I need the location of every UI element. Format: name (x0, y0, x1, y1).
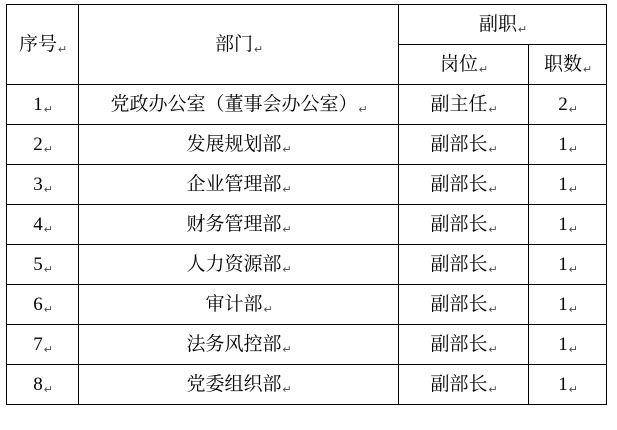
paragraph-mark-icon: ↵ (43, 264, 53, 276)
paragraph-mark-icon: ↵ (282, 184, 292, 196)
cell-post (399, 285, 529, 325)
cell-dept-text: 审计部 (205, 294, 263, 315)
cell-count-text: 1 (558, 214, 568, 235)
cell-seq (7, 125, 79, 165)
cell-post (399, 85, 529, 125)
cell-count-text: 1 (558, 294, 568, 315)
cell-post-text: 副主任 (430, 94, 488, 115)
paragraph-mark-icon: ↵ (488, 104, 498, 116)
cell-count (529, 85, 607, 125)
paragraph-mark-icon: ↵ (43, 384, 53, 396)
table-row (7, 125, 607, 165)
paragraph-mark-icon: ↵ (282, 264, 292, 276)
cell-post-text: 副部长 (430, 334, 488, 355)
cell-seq (7, 325, 79, 365)
cell-dept (79, 165, 399, 205)
paragraph-mark-icon: ↵ (282, 384, 292, 396)
cell-count-text: 1 (558, 134, 568, 155)
cell-count (529, 365, 607, 405)
paragraph-mark-icon: ↵ (282, 224, 292, 236)
cell-seq-text: 6 (33, 294, 43, 315)
cell-seq-text: 2 (33, 134, 43, 155)
cell-count-text: 1 (558, 334, 568, 355)
cell-count (529, 245, 607, 285)
paragraph-mark-icon: ↵ (488, 264, 498, 276)
table-row (7, 205, 607, 245)
cell-seq (7, 245, 79, 285)
header-cell-group (399, 5, 607, 45)
paragraph-mark-icon: ↵ (568, 104, 578, 116)
paragraph-mark-icon: ↵ (43, 304, 53, 316)
paragraph-mark-icon: ↵ (358, 104, 368, 116)
paragraph-mark-icon: ↵ (568, 304, 578, 316)
cell-post (399, 325, 529, 365)
cell-dept-text: 财务管理部 (186, 214, 282, 235)
table-body (7, 85, 607, 405)
paragraph-mark-icon: ↵ (488, 384, 498, 396)
paragraph-mark-icon: ↵ (568, 264, 578, 276)
cell-count (529, 285, 607, 325)
header-group-text: 副职 (479, 14, 518, 35)
cell-seq-text: 7 (33, 334, 43, 355)
paragraph-mark-icon: ↵ (518, 24, 528, 36)
cell-seq-text: 3 (33, 174, 43, 195)
paragraph-mark-icon: ↵ (568, 344, 578, 356)
cell-post-text: 副部长 (430, 214, 488, 235)
cell-seq (7, 165, 79, 205)
cell-seq-text: 4 (33, 214, 43, 235)
cell-dept-text: 发展规划部 (186, 134, 282, 155)
paragraph-mark-icon: ↵ (479, 64, 489, 76)
header-cell-dept (79, 5, 399, 85)
paragraph-mark-icon: ↵ (488, 344, 498, 356)
table-row (7, 85, 607, 125)
cell-count-text: 1 (558, 174, 568, 195)
document-page (0, 4, 617, 430)
cell-post (399, 205, 529, 245)
cell-dept-text: 党委组织部 (186, 374, 282, 395)
cell-seq (7, 365, 79, 405)
cell-dept (79, 125, 399, 165)
cell-count-text: 1 (558, 254, 568, 275)
cell-seq (7, 205, 79, 245)
paragraph-mark-icon: ↵ (568, 384, 578, 396)
header-cell-count (529, 45, 607, 85)
paragraph-mark-icon: ↵ (254, 44, 264, 56)
cell-seq-text: 8 (33, 374, 43, 395)
paragraph-mark-icon: ↵ (568, 184, 578, 196)
org-structure-table (6, 4, 607, 405)
paragraph-mark-icon: ↵ (488, 304, 498, 316)
cell-seq-text: 1 (33, 94, 43, 115)
cell-dept (79, 365, 399, 405)
table-row (7, 165, 607, 205)
cell-dept (79, 325, 399, 365)
paragraph-mark-icon: ↵ (43, 344, 53, 356)
paragraph-mark-icon: ↵ (583, 64, 593, 76)
header-row-1 (7, 5, 607, 45)
header-dept-text: 部门 (214, 34, 253, 55)
cell-count-text: 1 (558, 374, 568, 395)
cell-post (399, 125, 529, 165)
header-seq-text: 序号 (18, 34, 57, 55)
header-cell-seq (7, 5, 79, 85)
paragraph-mark-icon: ↵ (43, 224, 53, 236)
cell-dept (79, 205, 399, 245)
cell-dept (79, 85, 399, 125)
cell-seq (7, 285, 79, 325)
cell-dept (79, 285, 399, 325)
paragraph-mark-icon: ↵ (568, 144, 578, 156)
cell-count (529, 205, 607, 245)
table-row (7, 365, 607, 405)
header-cell-post (399, 45, 529, 85)
cell-count-text: 2 (558, 94, 568, 115)
paragraph-mark-icon: ↵ (263, 304, 273, 316)
paragraph-mark-icon: ↵ (488, 224, 498, 236)
cell-dept-text: 企业管理部 (186, 174, 282, 195)
cell-dept-text: 人力资源部 (186, 254, 282, 275)
table-row (7, 285, 607, 325)
cell-count (529, 125, 607, 165)
table-header (7, 5, 607, 85)
cell-dept-text: 党政办公室（董事会办公室） (110, 94, 358, 115)
cell-post-text: 副部长 (430, 134, 488, 155)
cell-post-text: 副部长 (430, 174, 488, 195)
paragraph-mark-icon: ↵ (488, 144, 498, 156)
header-post-text: 岗位 (439, 54, 478, 75)
cell-seq-text: 5 (33, 254, 43, 275)
header-count-text: 职数 (544, 54, 583, 75)
cell-post (399, 165, 529, 205)
paragraph-mark-icon: ↵ (43, 184, 53, 196)
table-row (7, 245, 607, 285)
paragraph-mark-icon: ↵ (282, 344, 292, 356)
cell-count (529, 165, 607, 205)
cell-dept-text: 法务风控部 (186, 334, 282, 355)
paragraph-mark-icon: ↵ (43, 104, 53, 116)
table-row (7, 325, 607, 365)
paragraph-mark-icon: ↵ (488, 184, 498, 196)
cell-post-text: 副部长 (430, 254, 488, 275)
paragraph-mark-icon: ↵ (282, 144, 292, 156)
cell-dept (79, 245, 399, 285)
paragraph-mark-icon: ↵ (58, 44, 68, 56)
paragraph-mark-icon: ↵ (568, 224, 578, 236)
cell-post (399, 365, 529, 405)
cell-seq (7, 85, 79, 125)
cell-count (529, 325, 607, 365)
cell-post (399, 245, 529, 285)
paragraph-mark-icon: ↵ (43, 144, 53, 156)
cell-post-text: 副部长 (430, 374, 488, 395)
cell-post-text: 副部长 (430, 294, 488, 315)
